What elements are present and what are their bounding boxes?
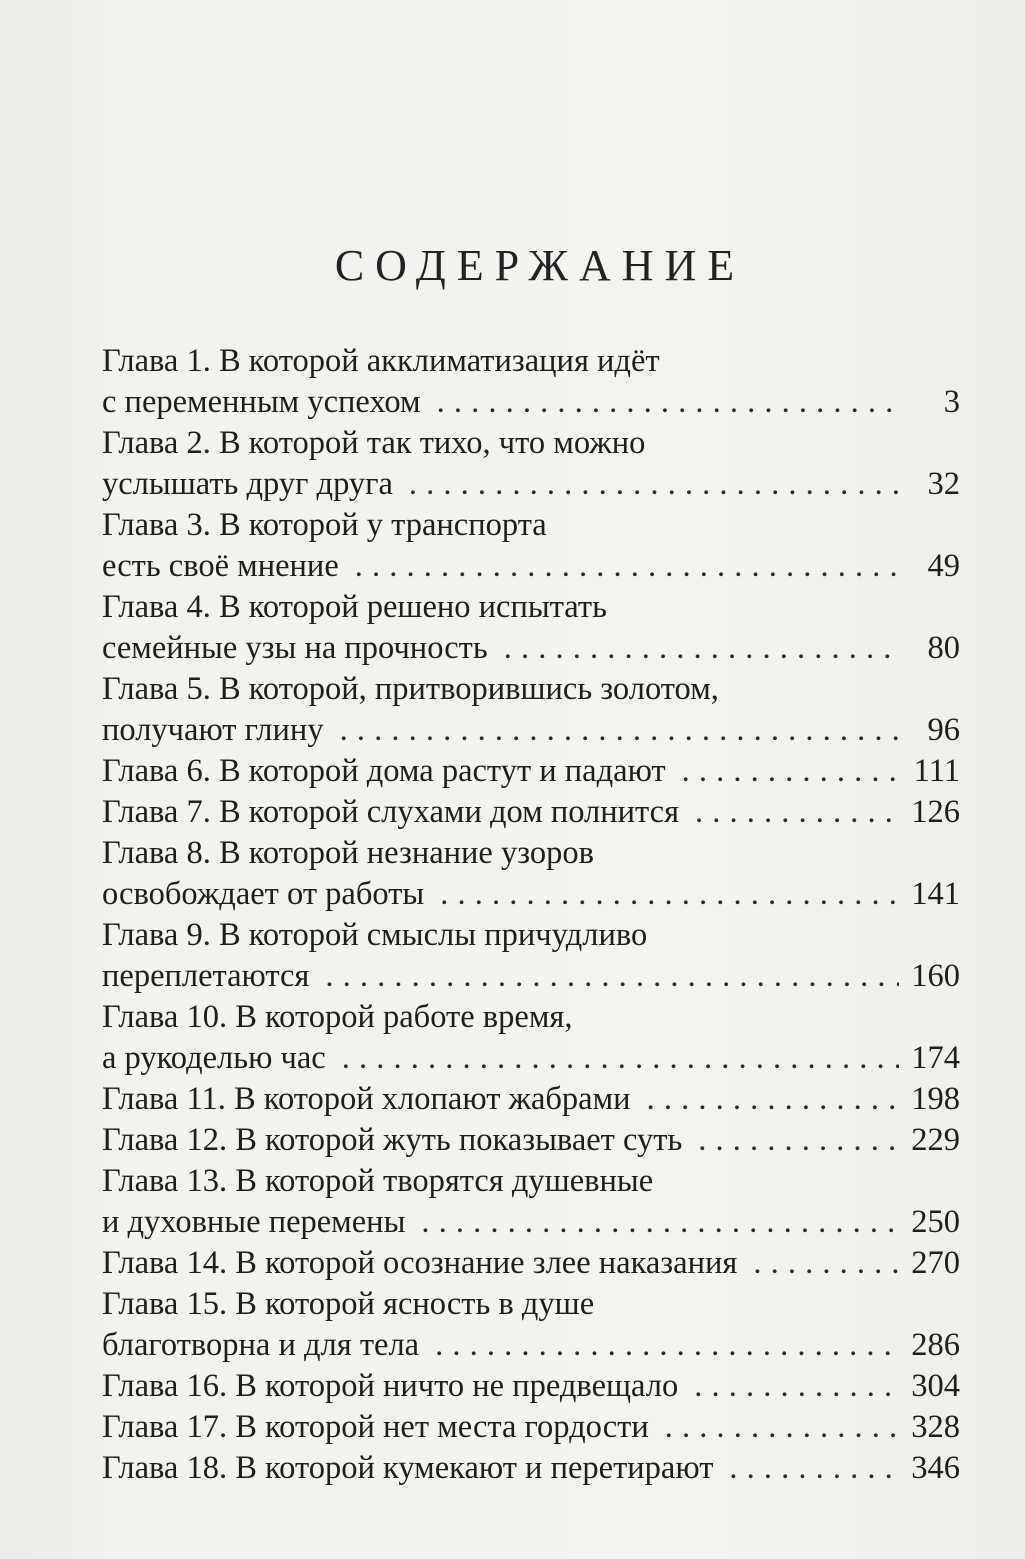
dot-leader: [753, 1243, 899, 1284]
page-number: 286: [911, 1327, 960, 1363]
page-number: 229: [911, 1122, 960, 1158]
toc-entry: [102, 587, 960, 669]
dot-leader: [340, 710, 900, 751]
toc-entry-row: [102, 1079, 960, 1120]
toc-entry-row: [102, 874, 960, 915]
page-number: 111: [913, 753, 960, 789]
toc-entry-title-line: Глава 5. В которой, притворившись золотом,: [102, 671, 719, 707]
toc-entry-title-line: Глава 18. В которой кумекают и перетирают: [102, 1450, 714, 1486]
page-number: 250: [911, 1204, 960, 1240]
toc-entry-title-line: Глава 14. В которой осознание злее наказания: [102, 1245, 738, 1281]
dot-leader: [695, 792, 899, 833]
toc-entry-title-line: услышать друг друга: [102, 466, 393, 502]
dot-leader: [682, 751, 900, 792]
page-number: 32: [927, 466, 960, 502]
toc-entry-title-line: и духовные перемены: [102, 1204, 406, 1240]
dot-leader: [694, 1366, 899, 1407]
toc-entry: [102, 1366, 960, 1407]
toc-entry-title-line: Глава 4. В которой решено испытать: [102, 589, 607, 625]
dot-leader: [342, 1038, 900, 1079]
dot-leader: [698, 1120, 899, 1161]
page-number: 160: [911, 958, 960, 994]
toc-entry-row: [102, 1243, 960, 1284]
toc-entry-title-line: Глава 11. В которой хлопают жабрами: [102, 1081, 631, 1117]
dot-leader: [355, 546, 900, 587]
toc-entry: [102, 423, 960, 505]
toc-entry-row: [102, 1407, 960, 1448]
toc-entry-row: [102, 1202, 960, 1243]
page-number: 174: [911, 1040, 960, 1076]
page-number: 346: [911, 1450, 960, 1486]
toc-entry: [102, 915, 960, 997]
toc-entry-row: [102, 710, 960, 751]
page-number: 141: [911, 876, 960, 912]
page-number: 328: [911, 1409, 960, 1445]
dot-leader: [409, 464, 900, 505]
toc-entry-title-line: Глава 17. В которой нет места гордости: [102, 1409, 649, 1445]
dot-leader: [440, 874, 899, 915]
toc-entry-row: [102, 628, 960, 669]
toc-entry-title-line: благотворна и для тела: [102, 1327, 420, 1363]
dot-leader: [665, 1407, 900, 1448]
dot-leader: [647, 1079, 900, 1120]
toc-entry-title-line: Глава 12. В которой жуть показывает суть: [102, 1122, 683, 1158]
page-number: 3: [943, 384, 960, 420]
toc-entry-row: [102, 1120, 960, 1161]
toc-entry: [102, 1407, 960, 1448]
dot-leader: [729, 1448, 899, 1489]
toc-entry: [102, 505, 960, 587]
toc-entry: [102, 1243, 960, 1284]
dot-leader: [504, 628, 900, 669]
toc-entry: [102, 1079, 960, 1120]
toc-entry-title-line: семейные узы на прочность: [102, 630, 488, 666]
dot-leader: [437, 382, 900, 423]
toc-entry-title-line: освобождает от работы: [102, 876, 425, 912]
toc-entry-title-line: Глава 6. В которой дома растут и падают: [102, 753, 666, 789]
toc-entry: [102, 341, 960, 423]
toc-entry: [102, 1448, 960, 1489]
page-number: 49: [927, 548, 960, 584]
table-of-contents: [102, 341, 960, 1489]
toc-entry-title-line: Глава 13. В которой творятся душевные: [102, 1163, 654, 1199]
toc-entry-row: [102, 1038, 960, 1079]
toc-entry-title-line: есть своё мнение: [102, 548, 339, 584]
toc-entry-row: [102, 1366, 960, 1407]
toc-entry: [102, 751, 960, 792]
page-number: 270: [911, 1245, 960, 1281]
toc-entry-title-line: с переменным успехом: [102, 384, 421, 420]
dot-leader: [421, 1202, 899, 1243]
page-number: 96: [927, 712, 960, 748]
toc-entry-row: [102, 464, 960, 505]
toc-entry-title-line: Глава 9. В которой смыслы причудливо: [102, 917, 648, 953]
toc-entry-title-line: а рукоделью час: [102, 1040, 326, 1076]
toc-entry: [102, 1120, 960, 1161]
toc-entry-row: [102, 956, 960, 997]
page-number: 80: [927, 630, 960, 666]
toc-entry-title-line: Глава 1. В которой акклиматизация идёт: [102, 343, 660, 379]
toc-entry: [102, 1284, 960, 1366]
toc-entry-title-line: Глава 2. В которой так тихо, что можно: [102, 425, 646, 461]
toc-entry-row: [102, 1448, 960, 1489]
toc-entry: [102, 1161, 960, 1243]
toc-entry: [102, 669, 960, 751]
toc-entry-row: [102, 751, 960, 792]
page-number: 198: [911, 1081, 960, 1117]
toc-entry-row: [102, 546, 960, 587]
toc-entry-title-line: переплетаются: [102, 958, 310, 994]
page-title: СОДЕРЖАНИЕ: [334, 241, 746, 290]
toc-entry-title-line: Глава 15. В которой ясность в душе: [102, 1286, 595, 1322]
toc-entry-title-line: Глава 3. В которой у транспорта: [102, 507, 547, 543]
dot-leader: [325, 956, 899, 997]
page-number: 126: [911, 794, 960, 830]
toc-entry-row: [102, 1325, 960, 1366]
toc-entry: [102, 997, 960, 1079]
toc-entry: [102, 833, 960, 915]
toc-entry-title-line: Глава 7. В которой слухами дом полнится: [102, 794, 680, 830]
toc-entry-row: [102, 792, 960, 833]
toc-entry-title-line: получают глину: [102, 712, 324, 748]
toc-entry-title-line: Глава 10. В которой работе время,: [102, 999, 573, 1035]
page-number: 304: [911, 1368, 960, 1404]
toc-entry: [102, 792, 960, 833]
toc-entry-title-line: Глава 16. В которой ничто не предвещало: [102, 1368, 679, 1404]
toc-entry-row: [102, 382, 960, 423]
dot-leader: [435, 1325, 899, 1366]
toc-entry-title-line: Глава 8. В которой незнание узоров: [102, 835, 594, 871]
